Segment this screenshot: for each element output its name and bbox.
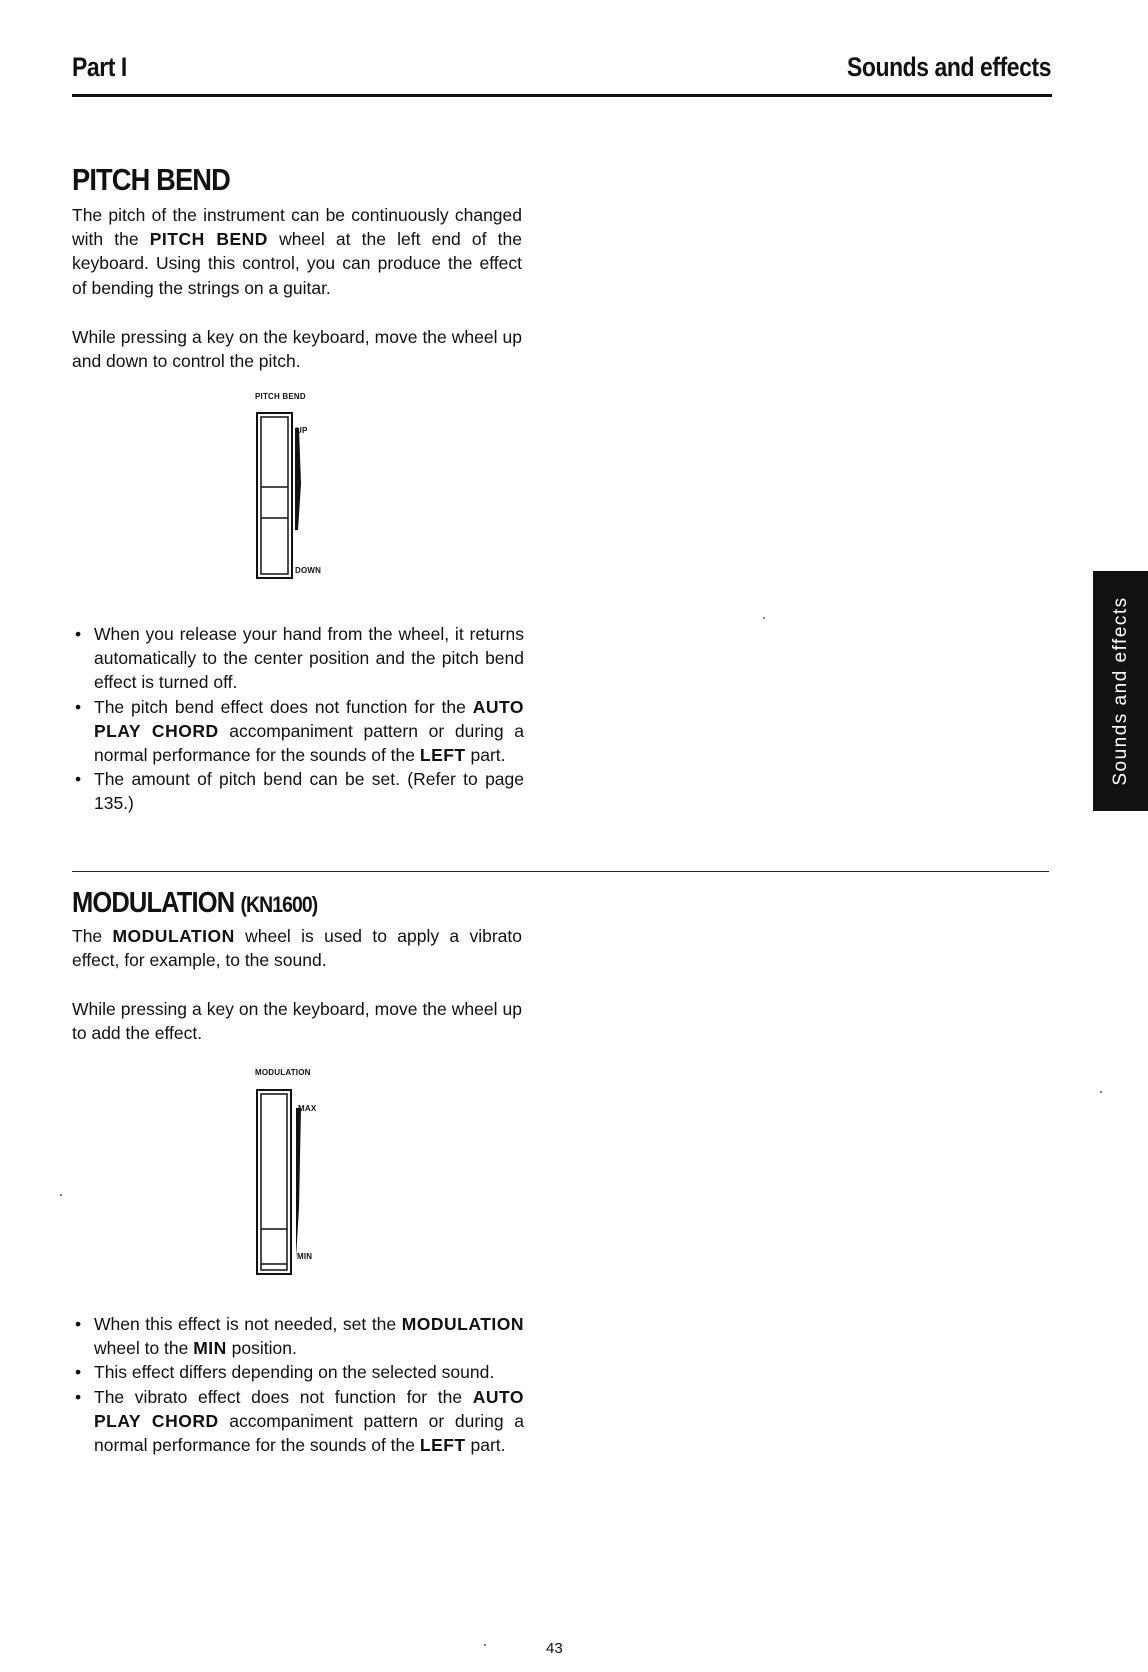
section-thumb-tab: [1093, 571, 1148, 811]
chapter-title: Sounds and effects: [846, 52, 1051, 82]
modulation-instruction: While pressing a key on the keyboard, move the wheel up to add the effect.: [72, 999, 522, 1044]
modulation-title: MODULATION: [72, 887, 235, 919]
pitch-bend-intro: [72, 203, 522, 300]
modulation-wheel-icon: [255, 1068, 335, 1278]
modulation-notes: [72, 1312, 524, 1457]
pitch-bend-up-label: UP: [296, 426, 308, 435]
pitch-bend-figure-label: PITCH BEND: [255, 392, 306, 401]
section-thumb-tab-label: Sounds and effects: [1109, 596, 1131, 786]
page-number: 43: [546, 1640, 563, 1657]
pitch-bend-intro-text-2: wheel at the left end of the keyboard. Using this control, you can produce the effect of bending the strings on a guitar.: [72, 229, 522, 298]
pitch-bend-term: PITCH BEND: [149, 229, 268, 250]
modulation-max-label: MAX: [298, 1104, 317, 1113]
modulation-heading: [72, 887, 317, 920]
scan-speck: [60, 1194, 62, 1196]
list-item: • When this effect is not needed, set the MODULATION wheel to the MIN position.: [75, 1314, 524, 1359]
modulation-wheel-figure: [255, 1068, 335, 1278]
pitch-bend-notes: [72, 622, 524, 816]
modulation-figure-label: MODULATION: [255, 1068, 311, 1077]
section-divider: [72, 871, 1049, 872]
pitch-bend-wheel-figure: [255, 390, 335, 590]
modulation-term: MODULATION: [112, 926, 235, 946]
list-item: • This effect differs depending on the selected sound.: [75, 1362, 495, 1383]
scan-speck: [484, 1644, 486, 1646]
modulation-min-label: MIN: [297, 1252, 313, 1261]
scan-speck: [1100, 1091, 1102, 1093]
list-item: • The vibrato effect does not function for the AUTO PLAY CHORD accompaniment pattern or during a normal performance for the sounds of the LEFT part.: [75, 1386, 524, 1456]
pitch-bend-wheel-icon: [255, 390, 335, 590]
model-tag: (KN1600): [240, 892, 318, 917]
pitch-bend-down-label: DOWN: [295, 566, 322, 575]
list-item: • The pitch bend effect does not function for the AUTO PLAY CHORD accompaniment pattern or during a normal performance for the sounds of the LEFT part.: [75, 696, 524, 766]
scan-speck: [763, 617, 765, 619]
pitch-bend-intro-text-1: The pitch of the instrument can be continuously changed with the: [72, 205, 522, 250]
list-item: • The amount of pitch bend can be set. (Refer to page 135.): [75, 769, 524, 814]
list-item: • When you release your hand from the wheel, it returns automatically to the center position and the pitch bend effect is turned off.: [75, 624, 524, 693]
part-label: Part I: [72, 52, 127, 82]
pitch-bend-instruction: While pressing a key on the keyboard, move the wheel up and down to control the pitch.: [72, 327, 522, 372]
modulation-intro: The MODULATION wheel is used to apply a vibrato effect, for example, to the sound.: [72, 926, 522, 971]
pitch-bend-heading: PITCH BEND: [72, 162, 230, 197]
header-rule: [72, 94, 1052, 97]
